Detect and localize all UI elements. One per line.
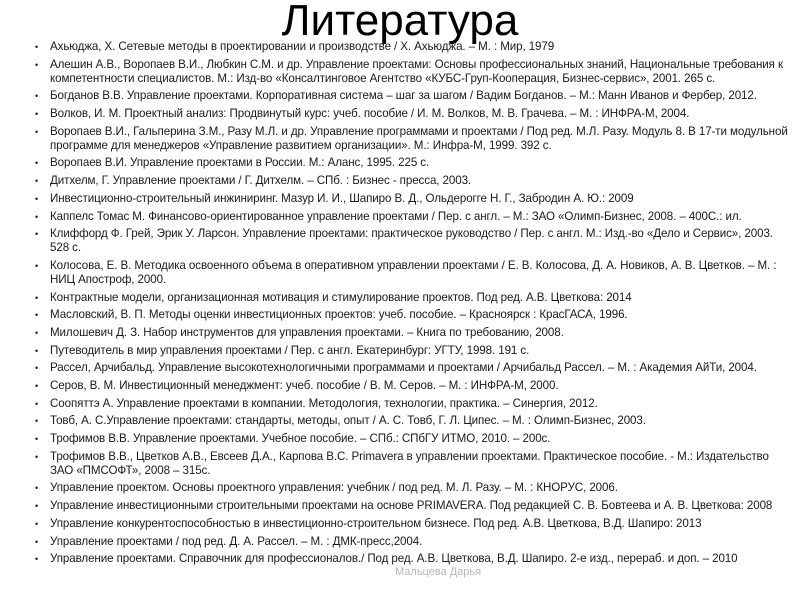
reference-item — [0, 481, 790, 495]
reference-item — [0, 58, 790, 86]
reference-item — [0, 227, 790, 255]
reference-text: Серов, В. М. Инвестиционный менеджмент: учеб. пособие / В. М. Серов. – М. : ИНФРА-М, 2000. — [50, 379, 559, 392]
bullet-icon: • — [35, 91, 39, 102]
reference-item — [0, 107, 790, 121]
bullet-icon: • — [35, 554, 39, 565]
reference-text: Управление проектами / под ред. Д. А. Рассел. – М. : ДМК-пресс,2004. — [50, 534, 423, 548]
reference-item — [0, 361, 790, 375]
reference-text: Алешин А.В., Воропаев В.И., Любкин С.М. и др. Управление проектами: Основы профессиональных знаний, Национальные требования к компетентности специалистов. М.: Изд-во «Консалтинговое Агентство «КУБС-Груп-Кооперация, Бизнес-сервис», 2001. 265 с. — [50, 57, 783, 85]
reference-text: Трофимов В.В., Цветков А.В., Евсеев Д.А., Карпова В.С. Primavera в управлении проектами. Практическое пособие. - М.: Издательство ЗАО «ПМСОФТ», 2008 – 315с. — [50, 449, 769, 477]
bullet-icon: • — [35, 501, 39, 512]
bullet-icon: • — [35, 518, 39, 529]
bullet-icon: • — [35, 176, 39, 187]
bullet-icon: • — [35, 109, 39, 120]
reference-text: Управление проектами. Справочник для профессионалов./ Под ред. А.В. Цветкова, В.Д. Шапиро. 2-е изд., перераб. и доп. – 2010 — [50, 552, 738, 566]
bullet-icon: • — [35, 483, 39, 494]
reference-text: Ахьюджа, Х. Сетевые методы в проектировании и производстве / Х. Ахьюджа. – М. : Мир, 1979 — [50, 40, 555, 53]
reference-text: Cooпяттэ А. Управление проектами в компании. Методология, технологии, практика. – Синергия, 2012. — [50, 396, 598, 410]
bullet-icon: • — [35, 345, 39, 356]
reference-text: Дитхелм, Г. Управление проектами / Г. Дитхелм. – СПб. : Бизнес - пресса, 2003. — [50, 174, 472, 188]
page-title: Литература — [281, 0, 519, 45]
bullet-icon: • — [35, 292, 39, 303]
reference-item — [0, 552, 790, 566]
bullet-icon: • — [35, 211, 39, 222]
bullet-icon: • — [35, 260, 39, 271]
reference-text: Волков, И. М. Проектный анализ: Продвинутый курс: учеб. пособие / И. М. Волков, М. В. Грачева. – М. : ИНФРА-М, 2004. — [50, 107, 690, 121]
reference-item — [0, 344, 790, 358]
bullet-icon: • — [35, 327, 39, 338]
bullet-icon: • — [35, 416, 39, 427]
reference-item — [0, 517, 790, 531]
reference-text: Масловский, В. П. Методы оценки инвестиционных проектов: учеб. пособие. – Красноярск : КрасГАСА, 1996. — [50, 308, 628, 322]
reference-text: Инвестиционно-строительный инжиниринг. Мазур И. И., Шапиро В. Д., Ольдерогге Н. Г., Забродин А. Ю.: 2009 — [50, 191, 634, 205]
reference-item — [0, 210, 790, 224]
reference-text: Клиффорд Ф. Грей, Эрик У. Ларсон. Управление проектами: практическое руководство / Пер. с англ. М.: Изд.-во «Дело и Сервис», 2003. 528 с. — [50, 227, 773, 255]
bullet-icon: • — [35, 536, 39, 547]
reference-text: Милошевич Д. З. Набор инструментов для управления проектами. – Книга по требованию, 2008. — [50, 325, 564, 339]
bullet-icon: • — [35, 126, 39, 137]
reference-item — [0, 156, 790, 170]
reference-text: Управление инвестиционными строительными проектами на основе PRIMAVERA. Под редакцией С. В. Бовтеева и А. В. Цветкова: 2008 — [50, 499, 773, 513]
reference-item — [0, 450, 790, 478]
reference-list — [0, 40, 790, 570]
reference-item — [0, 308, 790, 322]
reference-item — [0, 535, 790, 549]
reference-item — [0, 174, 790, 188]
reference-item — [0, 499, 790, 513]
reference-item — [0, 192, 790, 206]
bullet-icon: • — [35, 398, 39, 409]
bullet-icon: • — [35, 434, 39, 445]
reference-text: Воропаев В.И., Гальперина З.М., Разу М.Л. и др. Управление программами и проектами / Под ред. М.Л. Разу. Модуль 8. В 17-ти модульной программе для менеджеров «Управление развитием организации». М.: Инфра-М, 1999. 392 с. — [50, 124, 788, 152]
reference-item — [0, 40, 790, 54]
bullet-icon: • — [35, 59, 39, 70]
reference-item — [0, 326, 790, 340]
reference-text: Воропаев В.И. Управление проектами в России. М.: Аланс, 1995. 225 с. — [50, 156, 430, 170]
bullet-icon: • — [35, 158, 39, 169]
bullet-icon: • — [35, 193, 39, 204]
bullet-icon: • — [35, 42, 39, 52]
bullet-icon: • — [35, 363, 39, 374]
reference-text: Товб, А. С.Управление проектами: стандарты, методы, опыт / А. С. Товб, Г. Л. Ципес. – М. : Олимп-Бизнес, 2003. — [50, 414, 646, 428]
reference-item — [0, 432, 790, 446]
reference-item — [0, 125, 790, 153]
reference-text: Богданов В.В. Управление проектами. Корпоративная система – шаг за шагом / Вадим Богданов. – М.: Манн Иванов и Фербер, 2012. — [50, 89, 757, 103]
reference-item — [0, 397, 790, 411]
footer-author: Мальцева Дарья — [395, 566, 482, 578]
reference-text: Каппелс Томас М. Финансово-ориентированное управление проектами / Пер. с англ. – М.: ЗАО «Олимп-Бизнес, 2008. – 400С.: ил. — [50, 209, 742, 223]
reference-item — [0, 89, 790, 103]
reference-item — [0, 291, 790, 305]
bullet-icon: • — [35, 451, 39, 462]
reference-text: Контрактные модели, организационная мотивация и стимулирование проектов. Под ред. А.В. Цветкова: 2014 — [50, 290, 632, 304]
bullet-icon: • — [35, 229, 39, 240]
reference-item — [0, 414, 790, 428]
reference-text: Колосова, Е. В. Методика освоенного объема в оперативном управлении проектами / Е. В. Колосова, Д. А. Новиков, А. В. Цветков. – М. : НИЦ Апостроф, 2000. — [50, 258, 777, 286]
reference-text: Трофимов В.В. Управление проектами. Учебное пособие. – СПб.: СПбГУ ИТМО, 2010. – 200с. — [50, 432, 551, 446]
reference-text: Путеводитель в мир управления проектами / Пер. с англ. Екатеринбург: УГТУ, 1998. 191 с. — [50, 343, 530, 357]
reference-item — [0, 379, 790, 393]
reference-text: Управление конкурентоспособностью в инвестиционно-строительном бизнесе. Под ред. А.В. Цветкова, В.Д. Шапиро: 2013 — [50, 516, 702, 530]
reference-text: Рассел, Арчибальд. Управление высокотехнологичными программами и проектами / Арчибальд Рассел. – М. : Академия АйТи, 2004. — [50, 361, 757, 375]
bullet-icon: • — [35, 310, 39, 321]
reference-text: Управление проектом. Основы проектного управления: учебник / под ред. М. Л. Разу. – М. : КНОРУС, 2006. — [50, 481, 618, 495]
reference-item — [0, 259, 790, 287]
bullet-icon: • — [35, 381, 39, 391]
